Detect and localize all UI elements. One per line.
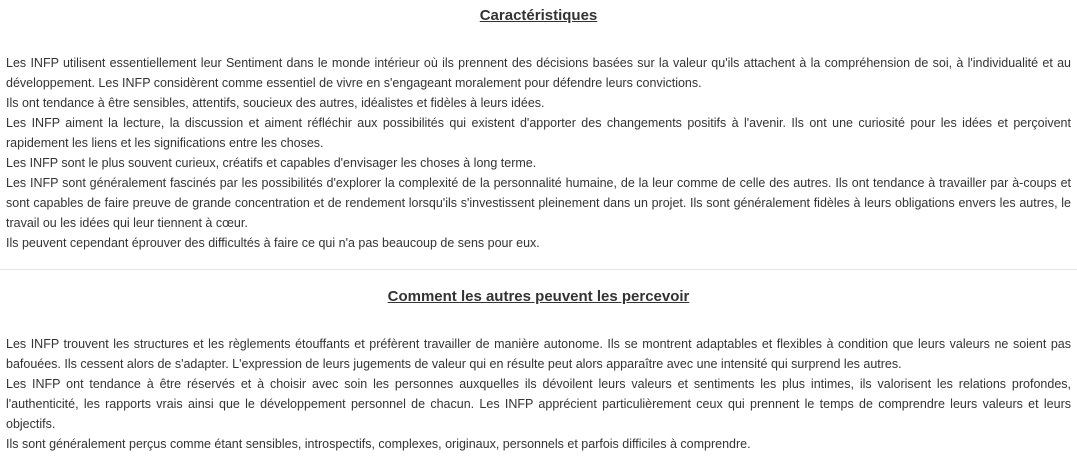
- paragraph: Les INFP trouvent les structures et les règlements étouffants et préfèrent travailler de manière autonome. Ils se montrent adaptables et flexibles à condition que leurs valeurs ne soient pas bafouées. Ils cessent alors de s'adapter. L'expression de leurs jugements de valeur qui en résulte peut alors apparaître avec une intensité qui surprend les autres.: [6, 337, 1071, 371]
- section-perception: [0, 270, 1077, 454]
- paragraph: Les INFP aiment la lecture, la discussion et aiment réfléchir aux possibilités qui existent d'apporter des changements positifs à l'avenir. Ils ont une curiosité pour les idées et perçoivent rapidement les liens et les significations entre les choses.: [6, 116, 1071, 150]
- paragraph: Ils peuvent cependant éprouver des difficultés à faire ce qui n'a pas beaucoup de sens pour eux.: [6, 236, 540, 250]
- paragraph: Ils ont tendance à être sensibles, attentifs, soucieux des autres, idéalistes et fidèles à leurs idées.: [6, 96, 545, 110]
- paragraph: Les INFP sont le plus souvent curieux, créatifs et capables d'envisager les choses à long terme.: [6, 156, 537, 170]
- section-title-perception: Comment les autres peuvent les percevoir: [387, 288, 690, 305]
- section-title-characteristics: Caractéristiques: [479, 7, 598, 24]
- paragraph: Les INFP sont généralement fascinés par les possibilités d'explorer la complexité de la personnalité humaine, de la leur comme de celle des autres. Ils ont tendance à travailler par à-coups et sont capables de faire preuve de grande concentration et de rendement lorsqu'ils s'investissent pleinement dans un projet. Ils sont généralement fidèles à leurs obligations envers les autres, le travail ou les idées qui leur tiennent à cœur.: [6, 176, 1071, 230]
- paragraph: Les INFP utilisent essentiellement leur Sentiment dans le monde intérieur où ils prennent des décisions basées sur la valeur qu'ils attachent à la compréhension de soi, à l'individualité et au développement. Les INFP considèrent comme essentiel de vivre en s'engageant moralement pour défendre leurs convictions.: [6, 56, 1071, 90]
- paragraph: Les INFP ont tendance à être réservés et à choisir avec soin les personnes auxquelles ils dévoilent leurs valeurs et sentiments les plus intimes, ils valorisent les relations profondes, l'authenticité, les rapports vrais ainsi que le développement personnel de chacun. Les INFP apprécient particulièrement ceux qui prennent le temps de comprendre leurs valeurs et leurs objectifs.: [6, 377, 1071, 431]
- paragraph: Ils sont généralement perçus comme étant sensibles, introspectifs, complexes, originaux, personnels et parfois difficiles à comprendre.: [6, 437, 751, 451]
- section-body-characteristics: [6, 53, 1071, 253]
- section-body-perception: [6, 334, 1071, 454]
